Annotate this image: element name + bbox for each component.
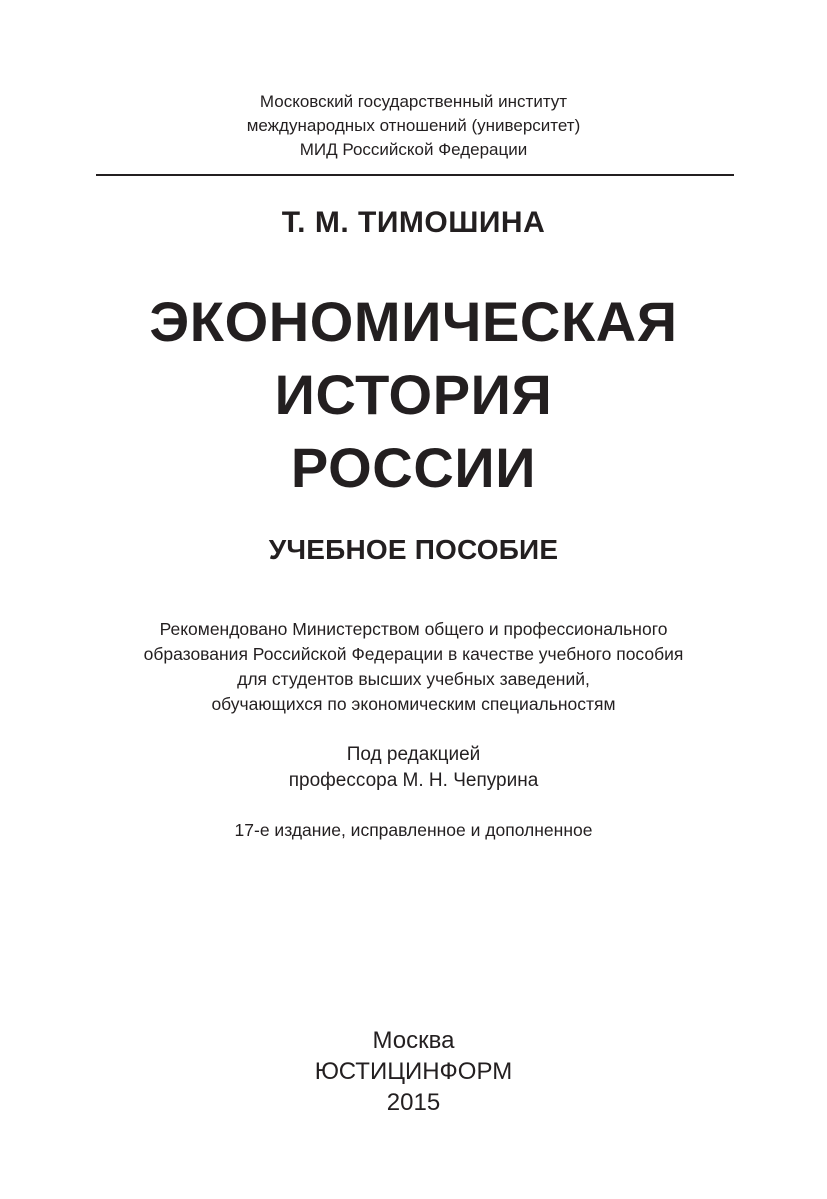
book-title-line: ИСТОРИЯ (274, 363, 553, 426)
imprint (0, 1025, 827, 1118)
institution-line: МИД Российской Федерации (299, 140, 528, 159)
editor-line: профессора М. Н. Чепурина (288, 770, 539, 791)
institution-header (0, 90, 827, 162)
book-title (0, 285, 827, 504)
institution-line: Московский государственный институт (259, 92, 568, 111)
institution-line: международных отношений (университет) (246, 116, 581, 135)
recommendation-text (0, 617, 827, 717)
author-name: Т. М. ТИМОШИНА (281, 206, 546, 239)
imprint-year: 2015 (386, 1089, 441, 1116)
imprint-publisher: ЮСТИЦИНФОРМ (314, 1058, 513, 1085)
recommendation-line: для студентов высших учебных заведений, (237, 669, 590, 689)
book-subtitle: УЧЕБНОЕ ПОСОБИЕ (268, 534, 559, 565)
recommendation-line: образования Российской Федерации в качестве учебного пособия (143, 644, 684, 664)
recommendation-line: Рекомендовано Министерством общего и профессионального (159, 619, 668, 639)
editor-credit (0, 742, 827, 794)
book-title-line: РОССИИ (290, 436, 537, 499)
editor-line: Под редакцией (346, 744, 481, 765)
header-divider (96, 174, 734, 176)
edition-note: 17-е издание, исправленное и дополненное (234, 820, 593, 840)
recommendation-line: обучающихся по экономическим специальностям (211, 694, 616, 714)
imprint-city: Москва (372, 1027, 455, 1054)
book-title-line: ЭКОНОМИЧЕСКАЯ (149, 290, 678, 353)
